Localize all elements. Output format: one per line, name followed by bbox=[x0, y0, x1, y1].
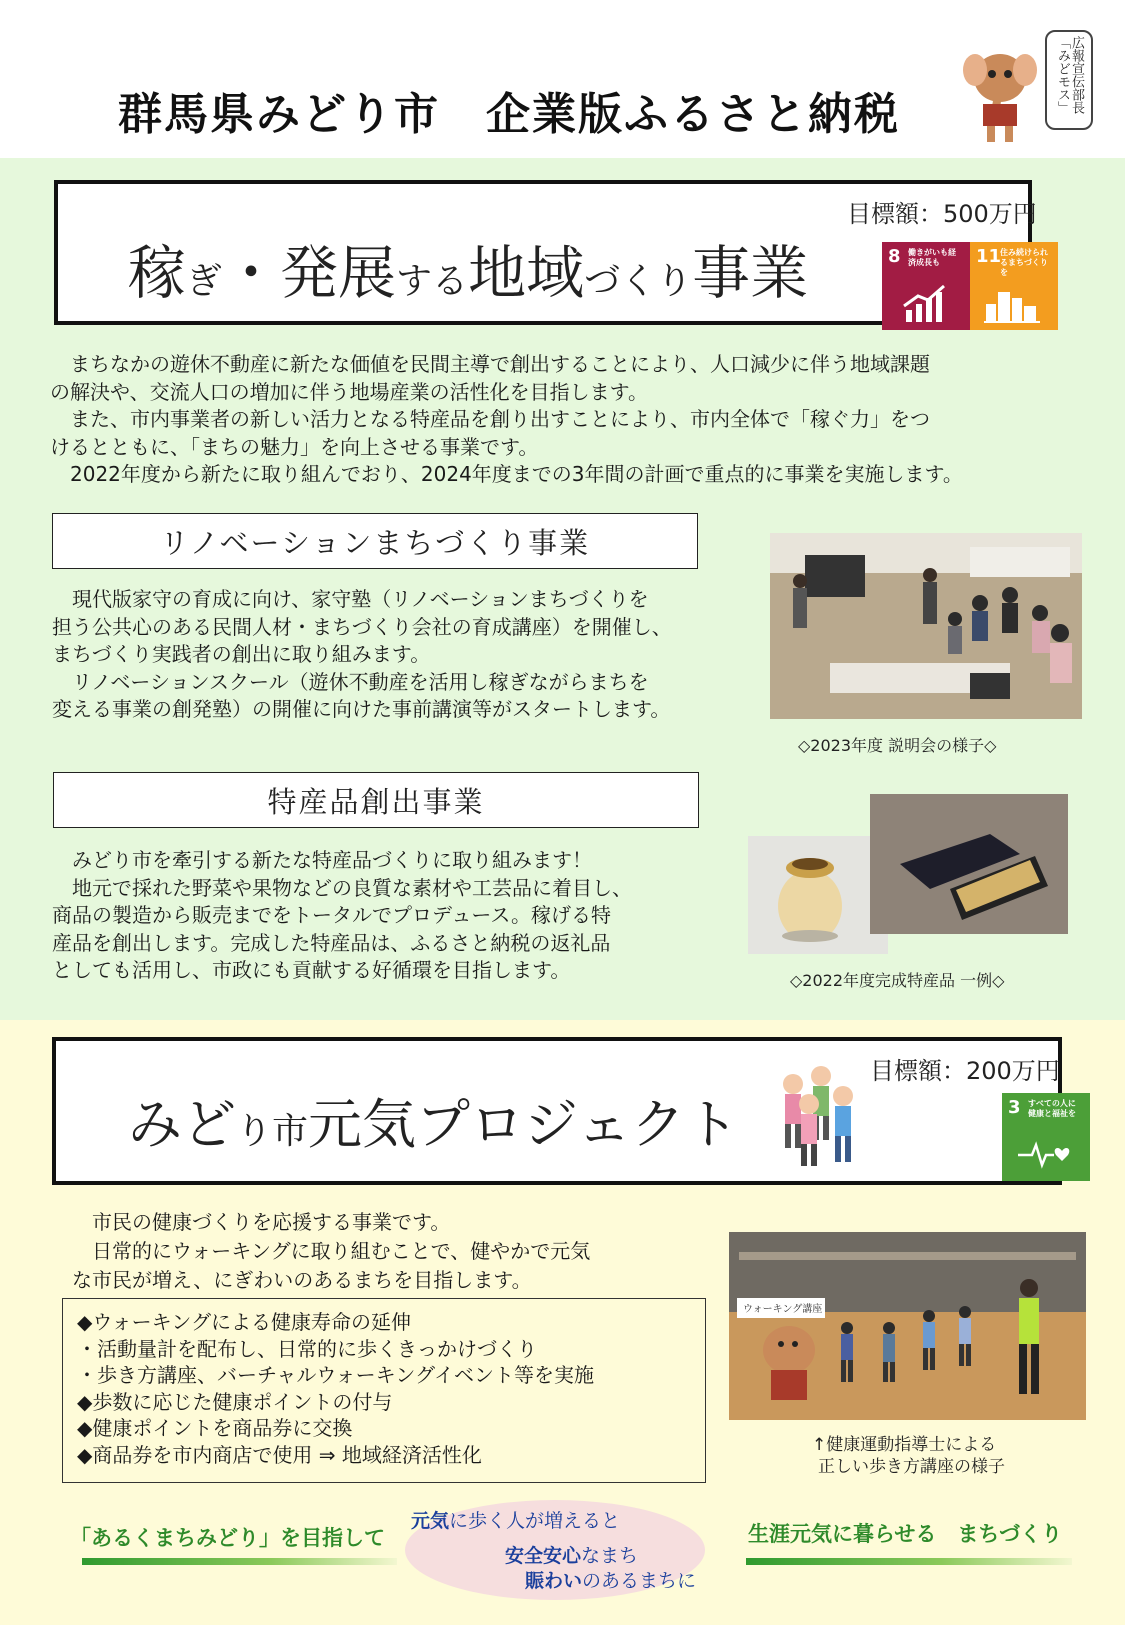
project2-target: 目標額：200万円 bbox=[870, 1057, 1060, 1085]
sdg-number: 8 bbox=[888, 246, 901, 267]
product-box-photo bbox=[870, 794, 1068, 934]
footer-left-bar bbox=[82, 1558, 397, 1565]
sdg-number: 11 bbox=[976, 246, 1002, 267]
project1-intro bbox=[50, 351, 963, 489]
renovation-heading: リノベーションまちづくり事業 bbox=[52, 513, 698, 569]
body-line: 担う公共心のある民間人材・まちづくり会社の育成講座）を開催し、 bbox=[52, 614, 672, 639]
body-line: まちづくり実践者の創出に取り組みます。 bbox=[52, 642, 431, 666]
oval-bold: 安全安心 bbox=[505, 1545, 582, 1567]
body-line: 産品を創出します。完成した特産品は、ふるさと納税の返礼品 bbox=[52, 930, 611, 955]
oval-text: なまち bbox=[581, 1545, 639, 1567]
oval-line2 bbox=[505, 1541, 638, 1568]
renovation-body bbox=[52, 586, 672, 724]
walking-caption-line2: 正しい歩き方講座の様子 bbox=[818, 1457, 1005, 1477]
list-item: ◆健康ポイントを商品券に交換 bbox=[77, 1416, 353, 1440]
sdg-8-badge bbox=[882, 242, 970, 330]
oval-bold: 元気 bbox=[411, 1510, 450, 1532]
project2-list bbox=[62, 1298, 706, 1483]
seminar-caption: ◇2023年度 説明会の様子◇ bbox=[798, 736, 997, 755]
sdg-3-badge bbox=[1002, 1093, 1090, 1181]
list-item: ・歩き方講座、バーチャルウォーキングイベント等を実施 bbox=[77, 1363, 594, 1387]
body-line: リノベーションスクール（遊休不動産を活用し稼ぎながらまちを bbox=[52, 669, 649, 694]
intro-line: の解決や、交流人口の増加に伴う地場産業の活性化を目指します。 bbox=[50, 379, 648, 404]
footer-right-slogan: 生涯元気に暮らせる まちづくり bbox=[748, 1522, 1063, 1546]
intro-line: まちなかの遊休不動産に新たな価値を民間主導で創出することにより、人口減少に伴う地域課題 bbox=[50, 352, 930, 376]
sdg-text: すべての人に健康と福祉を bbox=[1028, 1099, 1076, 1118]
title-part: 事業 bbox=[692, 239, 809, 307]
walking-people-illustration bbox=[775, 1066, 869, 1170]
intro-line: 日常的にウォーキングに取り組むことで、健やかで元気 bbox=[72, 1239, 591, 1263]
project2-intro bbox=[72, 1208, 590, 1295]
list-item: ◆商品券を市内商店で使用 ⇒ 地域経済活性化 bbox=[77, 1442, 482, 1467]
title-part: 地域 bbox=[468, 239, 585, 307]
pudding-photo bbox=[748, 836, 888, 954]
oval-text: のあるまちに bbox=[582, 1570, 697, 1592]
intro-line: けるとともに、「まちの魅力」を向上させる事業です。 bbox=[50, 434, 539, 459]
walking-caption-line1: ↑健康運動指導士による bbox=[812, 1435, 997, 1455]
sdg-text: 住み続けられるまちづくりを bbox=[1000, 248, 1048, 277]
products-heading: 特産品創出事業 bbox=[53, 772, 699, 828]
intro-line: また、市内事業者の新しい活力となる特産品を創り出すことにより、市内全体で「稼ぐ力」をつ bbox=[50, 407, 930, 431]
photo-banner: ウォーキング講座 bbox=[743, 1304, 823, 1315]
city-buildings-icon bbox=[984, 284, 1040, 324]
title-part: 稼 bbox=[128, 239, 187, 307]
products-caption: ◇2022年度完成特産品 一例◇ bbox=[790, 971, 1005, 990]
footer-left-slogan: 「あるくまちみどり」を目指して bbox=[70, 1526, 385, 1550]
title-part: 市 bbox=[272, 1111, 309, 1152]
products-body bbox=[52, 847, 632, 985]
title-part: する bbox=[396, 261, 469, 302]
project1-target: 目標額：500万円 bbox=[847, 200, 1037, 228]
oval-text: に歩く人が増えると bbox=[449, 1510, 621, 1532]
title-part: ・発展 bbox=[222, 239, 397, 307]
walking-class-photo bbox=[729, 1232, 1086, 1420]
footer-right-bar bbox=[746, 1558, 1072, 1565]
intro-line: な市民が増え、にぎわいのあるまちを目指します。 bbox=[72, 1268, 532, 1292]
sdg-11-badge bbox=[970, 242, 1058, 330]
list-item: ◆ウォーキングによる健康寿命の延伸 bbox=[77, 1310, 411, 1334]
oval-line1 bbox=[411, 1506, 620, 1533]
title-part: ぎ bbox=[186, 261, 223, 302]
page-header bbox=[0, 0, 1125, 158]
intro-line: 市民の健康づくりを応援する事業です。 bbox=[72, 1210, 451, 1234]
body-line: 地元で採れた野菜や果物などの良質な素材や工芸品に着目し、 bbox=[52, 875, 632, 900]
project2-title bbox=[128, 1082, 739, 1159]
mascot-label: 広報宣伝部長「みどモス」 bbox=[1045, 30, 1093, 130]
title-part: づくり bbox=[584, 261, 693, 302]
page-title: 群馬県みどり市 企業版ふるさと納税 bbox=[118, 89, 900, 140]
oval-bold: 賑わい bbox=[525, 1570, 583, 1592]
seminar-photo bbox=[770, 533, 1082, 719]
body-line: 変える事業の創発塾）の開催に向けた事前講演等がスタートします。 bbox=[52, 697, 671, 721]
sdg-number: 3 bbox=[1008, 1097, 1021, 1118]
mascot-illustration bbox=[955, 40, 1045, 150]
sdg-text: 働きがいも経済成長も bbox=[908, 248, 956, 267]
body-line: 商品の製造から販売までをトータルでプロデュース。稼げる特 bbox=[52, 903, 611, 927]
list-item: ◆歩数に応じた健康ポイントの付与 bbox=[77, 1389, 393, 1414]
body-line: 現代版家守の育成に向け、家守塾（リノベーションまちづくりを bbox=[52, 587, 649, 611]
oval-line3 bbox=[525, 1566, 696, 1593]
body-line: としても活用し、市政にも貢献する好循環を目指します。 bbox=[52, 958, 571, 982]
intro-line: 2022年度から新たに取り組んでおり、2024年度までの3年間の計画で重点的に事業を実施します。 bbox=[50, 462, 963, 486]
title-part: 元気プロジェクト bbox=[308, 1093, 739, 1156]
title-part: みど bbox=[128, 1093, 236, 1156]
project1-title bbox=[128, 226, 808, 310]
growth-chart-icon bbox=[902, 284, 948, 324]
body-line: みどり市を牽引する新たな特産品づくりに取り組みます！ bbox=[52, 848, 592, 872]
list-item: ・活動量計を配布し、日常的に歩くきっかけづくり bbox=[77, 1336, 537, 1361]
heartbeat-icon bbox=[1018, 1139, 1074, 1169]
title-part: り bbox=[236, 1111, 273, 1152]
